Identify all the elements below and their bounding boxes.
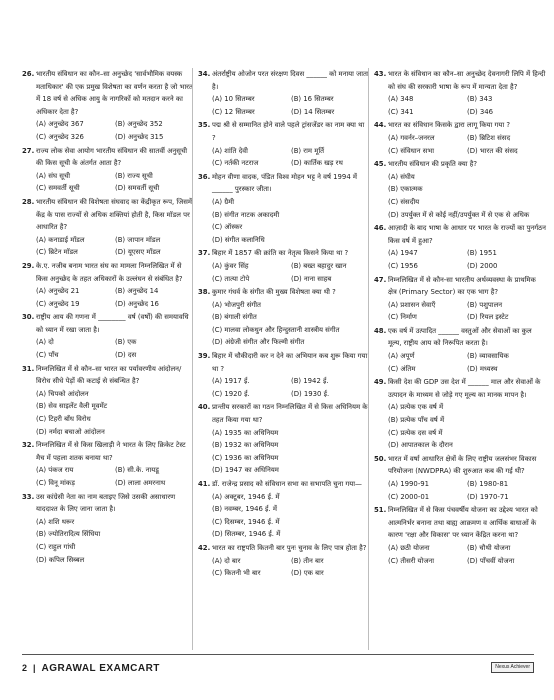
question-block [198,401,370,477]
question-block [198,478,370,541]
answer-option: (A) 1935 का अधिनियम [212,428,279,437]
question-number: 50. [374,454,387,463]
answer-option: (A) अनुच्छेद 21 [36,287,80,296]
question-column-2 [198,68,370,581]
question-row [22,145,194,170]
answer-option: (A) 1917 ई. [212,377,250,386]
answer-options [22,118,194,143]
question-text: निम्नलिखित में से कौन-सा भारतीय अर्थव्यवस्था के प्राथमिक क्षेत्र (Primary Sector) का एक भाग है? [388,275,536,297]
answer-option: (C) पाँच [36,351,59,360]
question-text: डॉ. राजेन्द्र प्रसाद को संविधान सभा का सभापति चुना गया— [212,480,362,488]
answer-options [22,285,194,310]
answer-option: (B) 16 सितम्बर [291,95,334,104]
answer-option: (D) पाँचवीं योजना [467,556,515,565]
answer-option: (C) 1920 ई. [212,389,250,398]
answer-options [22,234,194,259]
answer-option: (D) रियल इस्टेट [467,313,509,322]
question-block [374,376,546,452]
answer-option: (C) अनुच्छेद 326 [36,132,84,141]
page-footer [22,660,534,676]
question-number: 41. [198,480,211,488]
question-block [22,196,194,259]
publisher-brand: AGRAWAL EXAMCART [41,662,160,674]
question-row [374,325,546,350]
answer-option: (A) प्रशासन सेवाएँ [388,300,436,309]
question-row [198,68,370,93]
answer-option: (A) दो बार [212,556,241,565]
answer-options [198,260,370,285]
answer-option: (B) एक [115,338,137,347]
answer-option: (D) संगीत कलानिधि [212,235,265,244]
answer-options [374,247,546,272]
answer-option: (A) 348 [388,95,414,104]
question-row [22,68,194,118]
question-text: मोहन वीणा वादक, पंडित विश्व मोहन भट्ट ने वर्ष 1994 में ______ पुरस्कार जीता। [212,172,358,194]
question-text: पद्म श्री से सम्मानित होने वाले पहले ट्रांसजेंडर का नाम क्या था ? [212,121,365,142]
question-row [198,401,370,426]
question-row [374,222,546,247]
answer-option: (C) 341 [388,107,414,116]
answer-option: (A) पंकज राय [36,466,74,475]
answer-options [374,299,546,324]
question-block [22,439,194,489]
question-block [198,68,370,118]
answer-option: (C) मालवा लोकधुन और हिन्दुस्तानी शास्त्रीय संगीत [212,325,340,334]
answer-option: (D) आपातकाल के दौरान [388,441,453,450]
question-row [374,504,546,542]
answer-option: (A) प्रत्येक एक वर्ष में [388,403,444,412]
answer-option: (D) 1947 का अधिनियम [212,466,279,475]
answer-option: (B) 1980-81 [467,480,509,488]
question-block [22,260,194,310]
question-block [22,145,194,195]
answer-option: (C) संसदीय [388,197,420,206]
answer-option: (A) ग्रैमी [212,197,235,206]
answer-option: (B) व्यावसायिक [467,352,509,361]
question-block [198,286,370,349]
question-row [198,478,370,491]
answer-option: (D) अंग्रेजी संगीत और फिल्मी संगीत [212,338,305,347]
answer-option: (A) कनाडाई मॉडल [36,235,85,244]
question-column-3 [374,68,546,568]
answer-option: (C) तीसरी योजना [388,556,435,565]
question-number: 33. [22,492,35,501]
question-number: 26. [22,70,35,78]
question-row [374,274,546,299]
question-row [374,453,546,478]
page-number: 2 [22,663,28,673]
question-row [22,363,194,388]
answer-option: (C) नर्तकी नटराज [212,159,259,168]
question-text: के.ए. नजीब बनाम भारत संघ का मामला निम्नलिखित में से किस अनुच्छेद के तहत अधिकारों के उल्लंघन से संबंधित है? [36,261,183,283]
answer-option: (C) अंतिम [388,364,416,373]
question-text: भारत में वर्षा आधारित क्षेत्रों के लिए राष्ट्रीय जलसंभर विकास परियोजना (NWDPRA) की शुरुआत कब की गई थी? [388,454,537,476]
answer-options [22,464,194,489]
answer-option: (C) ब्रिटेन मॉडल [36,248,78,257]
answer-option: (A) दो [36,338,54,347]
answer-option: (D) 2000 [467,261,498,270]
question-number: 30. [22,313,35,322]
answer-option: (B) 1951 [467,249,497,258]
answer-option: (A) गवर्नर–जनरल [388,133,435,142]
footer-separator: | [33,663,36,673]
answer-option: (A) छठी योजना [388,543,430,552]
question-number: 43. [374,70,387,78]
question-block [374,68,546,118]
answer-options [374,93,546,118]
question-row [198,119,370,144]
question-block [198,247,370,285]
answer-option: (A) 10 सितम्बर [212,95,255,104]
question-text: निम्नलिखित में से किस पंचवर्षीय योजना का उद्देश्य भारत को आत्मनिर्भर बनाना तथा बाह्य आक्रमण व आर्थिक बाधाओं के कारण 'रक्षा और विकास' पर ध्यान केंद्रित करना था? [388,506,538,540]
question-number: 44. [374,121,387,130]
answer-option: (D) लाला अमरनाथ [115,479,166,487]
question-text: भारत के संविधान का कौन–सा अनुच्छेद देवनागरी लिपि में हिन्दी को संघ की सरकारी भाषा के रूप में मान्यता देता है? [388,70,546,91]
answer-option: (C) 1956 [388,261,418,270]
answer-options [198,196,370,246]
answer-options [198,145,370,170]
answer-options [198,427,370,477]
answer-option: (D) अनुच्छेद 315 [115,132,164,141]
question-row [198,542,370,555]
answer-option: (B) 343 [467,95,493,104]
answer-option: (D) नाना साहब [291,274,332,283]
question-row [22,196,194,234]
question-number: 31. [22,364,35,373]
answer-option: (A) भोजपुरी संगीत [212,300,261,309]
answer-option: (D) कार्तिक खड़ रथ [291,159,343,168]
answer-options [198,93,370,118]
question-text: एक वर्ष में उत्पादित ______ वस्तुओं और सेवाओं का कुल मूल्य, राष्ट्रीय आय को निरूपित करता है। [388,326,532,348]
question-row [374,119,546,132]
answer-option: (A) चिपको आंदोलन [36,389,89,398]
question-number: 51. [374,506,387,515]
question-row [198,350,370,375]
question-row [374,376,546,401]
answer-option: (D) 346 [467,107,494,116]
answer-options [374,478,546,503]
question-block [198,542,370,580]
answer-option: (B) तीन बार [291,556,324,565]
answer-options [198,375,370,400]
answer-option: (A) अपूर्ण [388,352,415,361]
question-text: बिहार में 1857 की क्रांति का नेतृत्व किसने किया था ? [212,249,349,258]
answer-option: (D) दस [115,351,137,360]
answer-option: (B) 1932 का अधिनियम [212,441,279,450]
answer-option: (C) विनू मांकड़ [36,479,75,487]
question-number: 38. [198,288,211,297]
answer-options [22,516,194,566]
answer-option: (B) राज्य सूची [115,171,153,180]
question-number: 37. [198,249,211,258]
answer-option: (B) बंगाली संगीत [212,313,257,322]
question-text: भारतीय संविधान की प्रकृति क्या है? [388,160,478,169]
answer-option: (C) तात्या टोपे [212,274,250,283]
answer-options [374,401,546,451]
question-row [198,286,370,299]
answer-option: (B) सी.के. नायडू [115,466,159,475]
question-block [22,311,194,361]
question-number: 48. [374,326,387,335]
answer-options [198,491,370,541]
answer-option: (D) भारत की संसद [467,146,518,155]
question-number: 49. [374,378,387,387]
answer-option: (C) निर्माण [388,313,417,322]
question-number: 29. [22,261,35,270]
question-block [22,491,194,567]
question-block [374,158,546,221]
question-block [374,325,546,375]
answer-option: (D) सितम्बर, 1946 ई. में [212,530,281,539]
question-block [198,119,370,169]
series-badge: Nexus Achiever [491,662,534,673]
answer-option: (D) 1970-71 [467,492,509,501]
answer-options [374,132,546,157]
answer-options [198,555,370,580]
answer-option: (D) उपर्युक्त में से कोई नहीं/उपर्युक्त में से एक से अधिक [388,210,530,219]
question-text: भारत का संविधान किसके द्वारा लागू किया गया ? [388,121,510,130]
question-row [198,171,370,196]
question-block [198,171,370,247]
question-block [22,363,194,439]
answer-options [374,350,546,375]
question-number: 27. [22,146,35,155]
question-row [22,439,194,464]
column-divider [192,68,193,650]
answer-option: (D) अनुच्छेद 16 [115,299,159,308]
answer-option: (D) यूएसए मॉडल [115,248,161,257]
question-row [374,68,546,93]
answer-option: (C) अनुच्छेद 19 [36,299,80,308]
question-block [374,504,546,567]
question-block [374,274,546,324]
answer-option: (D) समवर्ती सूची [115,184,160,193]
answer-option: (C) ऑस्कर [212,223,243,232]
question-block [374,222,546,272]
question-text: किसी देश की GDP उस देश में ______ माल और सेवाओं के उत्पादन के माध्यम से जोड़े गए मूल्य का मानक मापन है। [388,378,541,399]
question-text: राष्ट्रीय आय की गणना में ________ वर्ष (वर्षों) की समयावधि को ध्यान में रखा जाता है। [36,313,189,334]
answer-option: (A) कुंवर सिंह [212,261,249,270]
answer-option: (A) संघीय [388,172,415,181]
answer-option: (B) नवम्बर, 1946 ई. में [212,505,277,514]
answer-option: (B) 1942 ई. [291,377,329,386]
question-text: निम्नलिखित में से कौन–सा भारत का पर्यावरणीय आंदोलन/विरोध सीधे पेड़ों की कटाई से संबन्धित है? [36,364,182,386]
answer-option: (C) दिसम्बर, 1946 ई. में [212,517,280,526]
answer-option: (B) जापान मॉडल [115,235,161,244]
question-row [22,260,194,285]
question-row [198,247,370,260]
answer-option: (B) राम मूर्ति [291,146,325,155]
answer-options [374,171,546,221]
answer-option: (C) टिहरी बाँध विरोध [36,415,91,424]
answer-option: (C) राहुल गांधी [36,542,76,551]
question-number: 36. [198,172,211,181]
answer-option: (B) पशुपालन [467,300,503,309]
question-text: भारतीय संविधान की विशेषता संघवाद का केंद्रीकृत रूप, जिसमें केंद्र के पास राज्यों से अधिक शक्तियां होती है, किस मॉडल पर आधारित है? [36,197,193,232]
footer-rule [22,654,534,655]
question-number: 42. [198,543,211,552]
question-number: 28. [22,197,35,206]
question-number: 35. [198,121,211,130]
answer-option: (C) कितनी भी बार [212,569,261,578]
answer-options [374,542,546,567]
question-text: भारत का राष्ट्रपति कितनी बार पुनः चुनाव के लिए पात्र होता है? [212,543,367,552]
question-text: उस कांग्रेसी नेता का नाम बताइए जिसे उसकी असाधारण याददाश्त के लिए जाना जाता है। [36,492,176,514]
answer-options [198,299,370,349]
question-row [374,158,546,171]
answer-option: (A) अक्टूबर, 1946 ई. में [212,492,280,501]
answer-option: (A) अनुच्छेद 367 [36,120,84,129]
question-text: प्रान्तीय सरकारों का गठन निम्नलिखित में से किस अधिनियम के तहत किया गया था? [212,403,368,425]
answer-option: (B) ब्रिटिश संसद [467,133,511,142]
answer-option: (A) शशि थरूर [36,517,75,526]
question-number: 32. [22,441,35,450]
question-number: 47. [374,275,387,284]
answer-option: (C) समवर्ती सूची [36,184,80,193]
answer-option: (D) नर्मदा बचाओ आंदोलन [36,427,105,436]
question-number: 45. [374,160,387,169]
answer-options [22,170,194,195]
answer-option: (B) एकात्मक [388,185,423,194]
answer-option: (B) चौथी योजना [467,543,511,552]
answer-option: (C) 1936 का अधिनियम [212,453,279,462]
answer-option: (D) एक बार [291,569,324,578]
answer-option: (D) मध्यस्थ [467,364,498,373]
question-number: 34. [198,70,211,78]
answer-option: (B) प्रत्येक पाँच वर्ष में [388,416,445,425]
answer-option: (B) बख्त बहादुर खान [291,261,347,270]
question-number: 46. [374,224,387,233]
question-text: आज़ादी के बाद भाषा के आधार पर भारत के राज्यों का पुनर्गठन किस वर्ष में हुआ? [388,224,546,245]
question-text: बिहार में चौकीदारी कर न देने का अभियान कब शुरू किया गया था ? [212,352,368,373]
answer-option: (D) 14 सितम्बर [291,107,335,116]
question-block [374,119,546,157]
answer-option: (C) प्रत्येक दस वर्ष में [388,428,443,437]
question-block [22,68,194,144]
answer-option: (C) संविधान सभा [388,146,434,155]
answer-option: (B) संगीत नाटक अकादमी [212,210,280,219]
question-block [198,350,370,400]
question-column-1 [22,68,194,567]
answer-option: (D) 1930 ई. [291,389,330,398]
answer-option: (B) सेव साइलेंट वैली मूवमेंट [36,402,108,411]
answer-option: (B) ज्योतिरादित्य सिंधिया [36,530,101,539]
question-text: निम्नलिखित में से किस खिलाड़ी ने भारत के लिए क्रिकेट टेस्ट मैच में पहला शतक बनाया था? [36,441,186,462]
question-text: अंतर्राष्ट्रीय ओजोन परत संरक्षण दिवस ______ को मनाया जाता है। [212,70,369,91]
answer-options [22,388,194,438]
answer-options [22,336,194,361]
question-block [374,453,546,503]
answer-option: (A) 1990-91 [388,480,430,488]
question-text: भारतीय संविधान का कौन–सा अनुच्छेद 'सार्वभौमिक वयस्क मताधिकार' की एक प्रमुख विशेषता का वर्णन करता है जो भारत में 18 वर्ष से अधिक आयु के नागरिकों को मतदान करने का अधिकार देता है? [36,70,193,116]
answer-option: (D) कपिल सिब्बल [36,555,85,564]
answer-option: (C) 2000-01 [388,492,430,501]
answer-option: (A) शांति देवी [212,146,248,155]
answer-option: (C) 12 सितम्बर [212,107,255,116]
column-divider [368,68,369,650]
answer-option: (B) अनुच्छेद 352 [115,120,163,129]
question-text: राज्य लोक सेवा आयोग भारतीय संविधान की सातवीं अनुसूची की किस सूची के अंतर्गत आता है? [36,146,188,168]
question-number: 39. [198,352,211,361]
question-row [22,491,194,516]
question-text: कुमार गंधर्व के संगीत की मुख्य विशेषता क्या थी ? [212,288,336,297]
answer-option: (A) संघ सूची [36,171,71,180]
question-number: 40. [198,403,211,412]
answer-option: (B) अनुच्छेद 14 [115,287,159,296]
question-row [22,311,194,336]
answer-option: (A) 1947 [388,249,418,258]
